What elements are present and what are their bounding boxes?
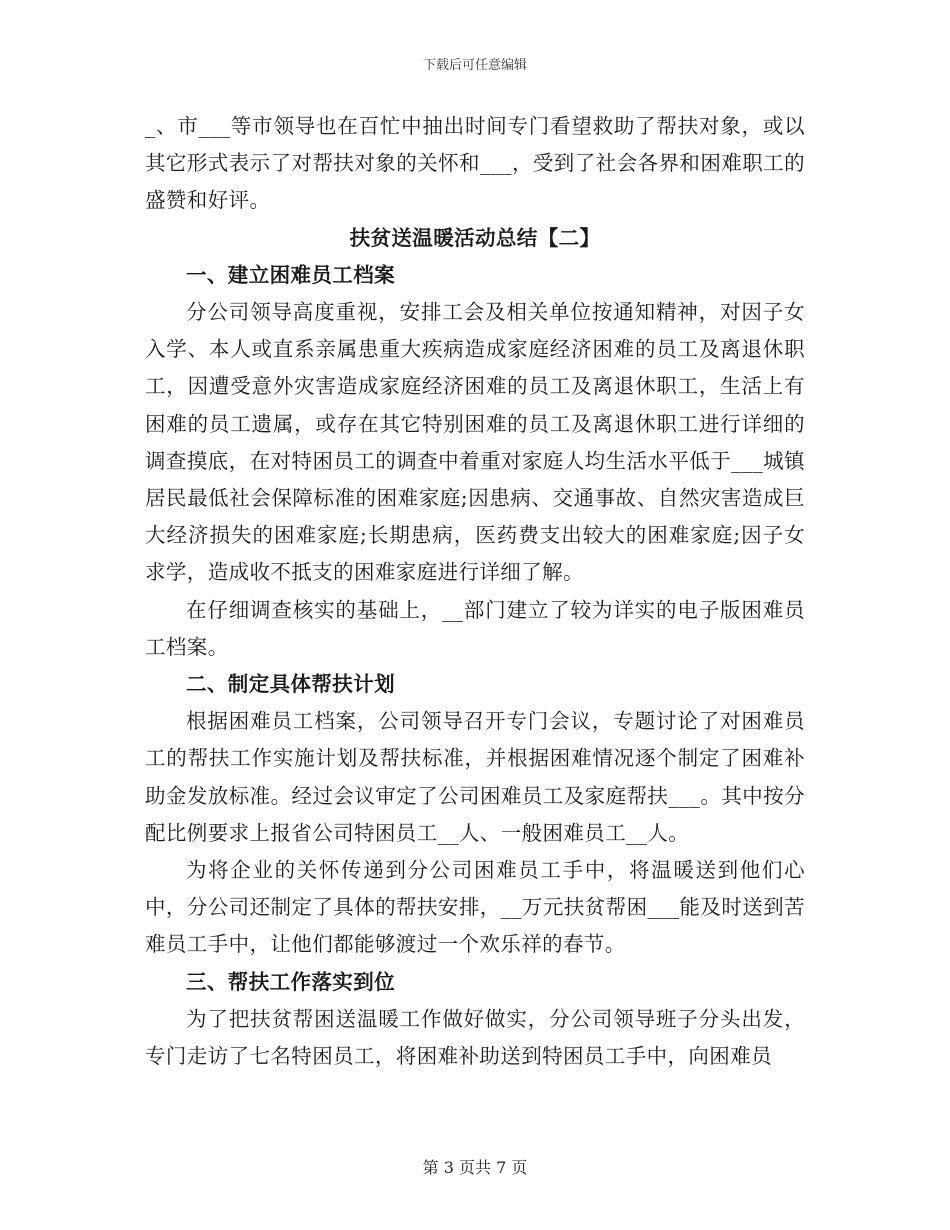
document-body (145, 108, 805, 1075)
paragraph-5: 为了把扶贫帮困送温暖工作做好做实，分公司领导班子分头出发，专门走访了七名特困员工，将困难补助送到特困员工手中，向困难员 (145, 1006, 805, 1069)
heading-2: 二、制定具体帮扶计划 (186, 672, 395, 697)
section-title: 扶贫送温暖活动总结【二】 (349, 225, 601, 250)
header-note: 下载后可任意编辑 (422, 58, 527, 73)
page-number-footer: 第 3 页共 7 页 (422, 1158, 528, 1177)
paragraph-1: 分公司领导高度重视，安排工会及相关单位按通知精神，对因子女入学、本人或直系亲属患重大疾病造成家庭经济困难的员工及离退休职工，因遭受意外灾害造成家庭经济困难的员工及离退休职工，生活上有困难的员工遗属，或存在其它特别困难的员工及离退休职工进行详细的调查摸底，在对特困员工的调查中着重对家庭人均生活水平低于___城镇居民最低社会保障标准的困难家庭;因患病、交通事故、自然灾害造成巨大经济损失的困难家庭;长期患病，医药费支出较大的困难家庭;因子女求学，造成收不抵支的困难家庭进行详细了解。 (145, 300, 805, 585)
paragraph-continuation: _、市___等市领导也在百忙中抽出时间专门看望救助了帮扶对象，或以其它形式表示了对帮扶对象的关怀和___，受到了社会各界和困难职工的盛赞和好评。 (145, 114, 805, 213)
paragraph-4: 为将企业的关怀传递到分公司困难员工手中，将温暖送到他们心中，分公司还制定了具体的帮扶安排，__万元扶贫帮困___能及时送到苦难员工手中，让他们都能够渡过一个欢乐祥的春节。 (145, 858, 805, 957)
paragraph-3: 根据困难员工档案，公司领导召开专门会议，专题讨论了对困难员工的帮扶工作实施计划及帮扶标准，并根据困难情况逐个制定了困难补助金发放标准。经过会议审定了公司困难员工及家庭帮扶___。其中按分配比例要求上报省公司特困员工__人、一般困难员工__人。 (145, 709, 805, 845)
heading-3: 三、帮扶工作落实到位 (186, 969, 395, 994)
paragraph-2: 在仔细调查核实的基础上，__部门建立了较为详实的电子版困难员工档案。 (145, 597, 805, 659)
heading-1: 一、建立困难员工档案 (186, 262, 395, 287)
